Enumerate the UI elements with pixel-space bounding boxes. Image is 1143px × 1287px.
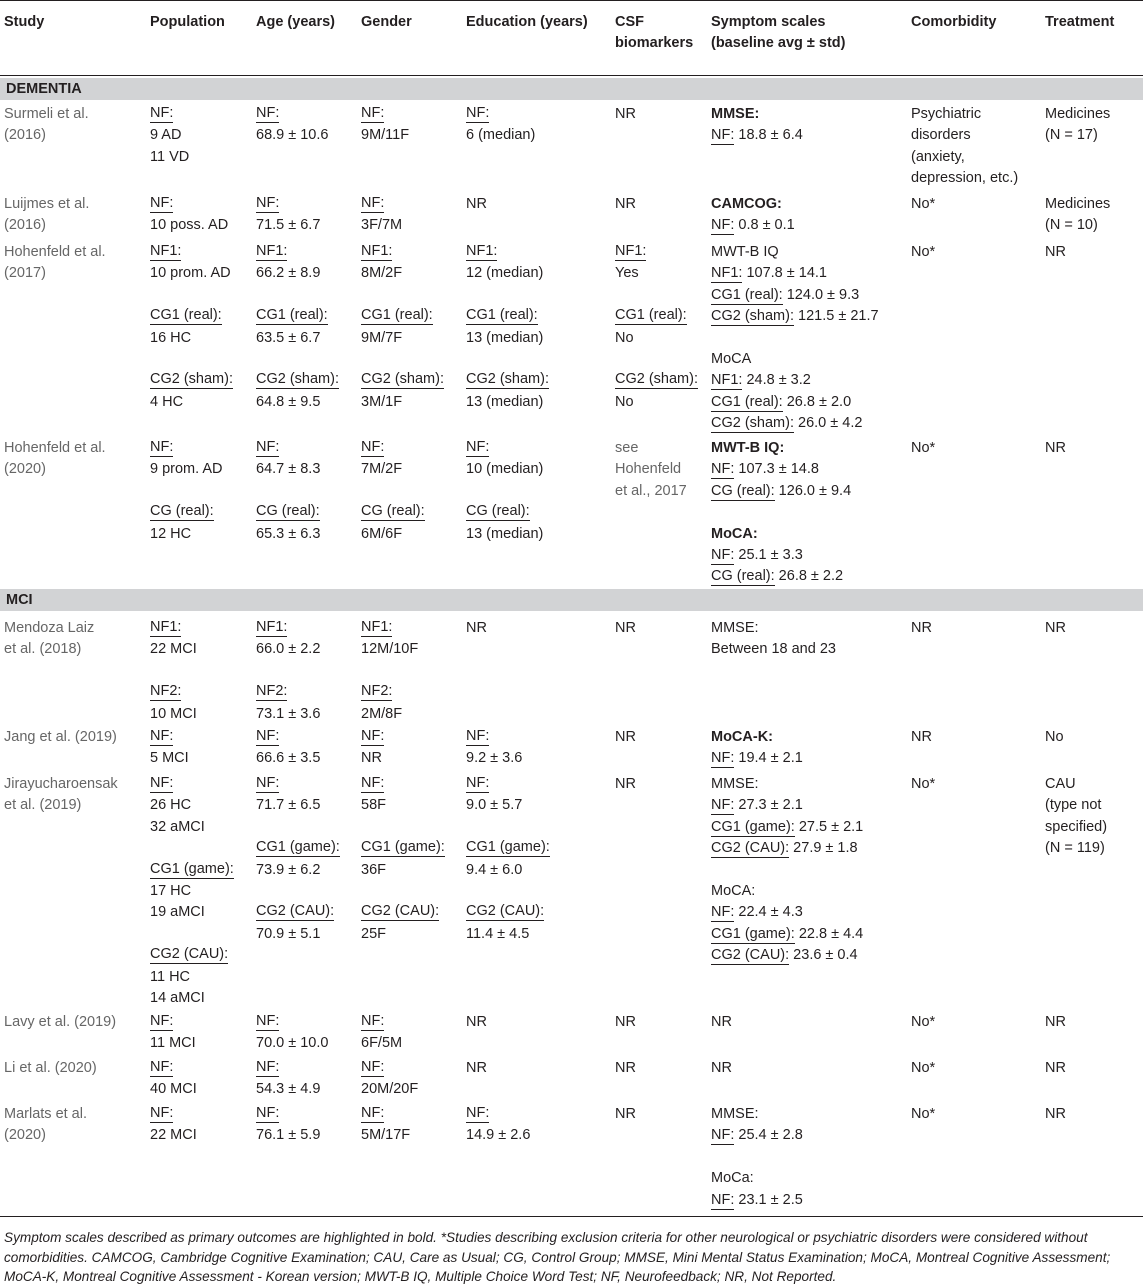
cell-line: No bbox=[1045, 729, 1064, 745]
cell-line: MMSE: bbox=[711, 776, 759, 792]
cell-line: NF: bbox=[150, 728, 174, 744]
cell-line: NF1: bbox=[361, 243, 393, 259]
cell-line: No* bbox=[911, 1060, 936, 1076]
cell-line: Jirayucharoensak bbox=[4, 776, 118, 792]
cell-line: NF: bbox=[256, 195, 280, 211]
cell-line: 63.5 ± 6.7 bbox=[256, 329, 321, 346]
cell-line: CG (real): 126.0 ± 9.4 bbox=[711, 482, 852, 499]
cell-line: NF: bbox=[361, 1013, 385, 1029]
cell-line: NR bbox=[466, 1014, 487, 1030]
cell-line: NR bbox=[711, 1014, 732, 1030]
cell-line: NR bbox=[615, 729, 636, 745]
cell-line: 17 HC bbox=[150, 883, 192, 899]
header-csf: CSF biomarkers bbox=[615, 14, 694, 51]
cell-line: NR bbox=[615, 196, 636, 212]
cell-line: CG2 (CAU): 23.6 ± 0.4 bbox=[711, 947, 858, 964]
cell-line: No bbox=[615, 393, 634, 410]
cell-line: 68.9 ± 10.6 bbox=[256, 127, 329, 144]
cell-line: (2016) bbox=[4, 127, 46, 144]
cell-line: NF1: 107.8 ± 14.1 bbox=[711, 265, 827, 282]
cell-line: Yes bbox=[615, 265, 639, 282]
cell-line: CG2 (CAU): bbox=[466, 903, 545, 920]
cell-line: 14.9 ± 2.6 bbox=[466, 1127, 531, 1144]
cell-line: NF1: bbox=[466, 243, 498, 259]
cell-line: 64.7 ± 8.3 bbox=[256, 461, 321, 478]
cell-line: NF: bbox=[256, 105, 280, 121]
cell-line: NF: bbox=[361, 775, 385, 791]
cell-line: Hohenfeld et al. bbox=[4, 440, 106, 456]
header-age: Age (years) bbox=[256, 14, 335, 30]
cell-line: 9.4 ± 6.0 bbox=[466, 861, 523, 878]
cell-line: NF: bbox=[466, 775, 490, 791]
cell-line: (N = 119) bbox=[1045, 840, 1105, 857]
cell-line: 66.2 ± 8.9 bbox=[256, 265, 321, 282]
cell-line: 73.1 ± 3.6 bbox=[256, 705, 321, 722]
cell-line: NR bbox=[1045, 1106, 1066, 1122]
cell-line: NF: bbox=[150, 195, 174, 211]
cell-line: CG1 (game): bbox=[466, 839, 550, 856]
cell-line: NF: 107.3 ± 14.8 bbox=[711, 461, 819, 478]
cell-line: NR bbox=[466, 1060, 487, 1076]
cell-line: 66.0 ± 2.2 bbox=[256, 641, 321, 658]
cell-line: NR bbox=[1045, 1060, 1066, 1076]
cell-line: No* bbox=[911, 1106, 936, 1122]
cell-line: NF: bbox=[361, 195, 385, 211]
cell-line: 5M/17F bbox=[361, 1127, 411, 1144]
cell-line: CG2 (sham): 121.5 ± 21.7 bbox=[711, 308, 879, 325]
cell-line: Psychiatric bbox=[911, 106, 982, 122]
cell-line: 10 poss. AD bbox=[150, 217, 229, 234]
cell-line: NF: 0.8 ± 0.1 bbox=[711, 217, 795, 234]
cell-line: NR bbox=[615, 106, 636, 122]
header-education: Education (years) bbox=[466, 14, 588, 30]
cell-line: MWT-B IQ: bbox=[711, 440, 785, 456]
cell-line: 3M/1F bbox=[361, 393, 403, 410]
cell-line: 6M/6F bbox=[361, 525, 403, 542]
cell-line: CG (real): bbox=[466, 503, 530, 520]
cell-line: NF: bbox=[256, 1059, 280, 1075]
cell-line: MWT-B IQ bbox=[711, 244, 779, 260]
cell-line: 10 MCI bbox=[150, 705, 197, 722]
cell-line: 73.9 ± 6.2 bbox=[256, 861, 321, 878]
cell-line: NR bbox=[615, 776, 636, 792]
cell-line: 25F bbox=[361, 925, 386, 942]
cell-line: CG1 (game): bbox=[256, 839, 340, 856]
cell-line: NR bbox=[711, 1060, 732, 1076]
cell-line: et al., 2017 bbox=[615, 482, 687, 499]
cell-line: NF: bbox=[361, 728, 385, 744]
cell-line: CG2 (sham): bbox=[150, 371, 233, 388]
section-band-mci bbox=[0, 589, 1143, 611]
cell-line: NR bbox=[615, 1060, 636, 1076]
cell-line: 76.1 ± 5.9 bbox=[256, 1127, 321, 1144]
section-band-dementia bbox=[0, 78, 1143, 100]
cell-line: Hohenfeld et al. bbox=[4, 244, 106, 260]
cell-line: (2020) bbox=[4, 1127, 46, 1144]
cell-line: et al. (2018) bbox=[4, 641, 82, 658]
cell-line: NF: bbox=[150, 439, 174, 455]
cell-line: NF: 25.1 ± 3.3 bbox=[711, 547, 803, 563]
cell-line: Marlats et al. bbox=[4, 1106, 87, 1122]
cell-line: 6F/5M bbox=[361, 1035, 403, 1052]
cell-line: 12 (median) bbox=[466, 265, 544, 282]
cell-line: 8M/2F bbox=[361, 265, 403, 282]
cell-line: CG2 (sham): 26.0 ± 4.2 bbox=[711, 415, 863, 432]
cell-line: 11 MCI bbox=[150, 1035, 196, 1052]
cell-line: NR bbox=[911, 620, 932, 636]
cell-line: 26 HC bbox=[150, 797, 192, 814]
cell-line: CG2 (CAU): 27.9 ± 1.8 bbox=[711, 840, 858, 857]
cell-line: NF: bbox=[150, 1059, 174, 1075]
cell-line: NR bbox=[1045, 244, 1066, 260]
cell-line: NF: bbox=[150, 1013, 174, 1029]
cell-line: NR bbox=[466, 196, 487, 212]
header-rule bbox=[0, 75, 1143, 76]
cell-line: CG1 (game): bbox=[150, 860, 234, 877]
cell-line: 58F bbox=[361, 797, 386, 814]
cell-line: Li et al. (2020) bbox=[4, 1060, 97, 1076]
cell-line: 11 HC bbox=[150, 968, 191, 985]
cell-line: NF: 19.4 ± 2.1 bbox=[711, 750, 803, 767]
header-comorbidity: Comorbidity bbox=[911, 14, 997, 30]
cell-line: 9.0 ± 5.7 bbox=[466, 797, 523, 814]
cell-line: NF: 18.8 ± 6.4 bbox=[711, 127, 803, 144]
cell-line: 4 HC bbox=[150, 393, 184, 410]
cell-line: (anxiety, bbox=[911, 148, 965, 165]
cell-line: depression, etc.) bbox=[911, 170, 1019, 187]
cell-line: (N = 10) bbox=[1045, 217, 1098, 234]
cell-line: NF: 25.4 ± 2.8 bbox=[711, 1127, 803, 1144]
cell-line: NR bbox=[615, 620, 636, 636]
cell-line: 11 VD bbox=[150, 148, 190, 165]
cell-line: 9.2 ± 3.6 bbox=[466, 750, 523, 767]
cell-line: 70.0 ± 10.0 bbox=[256, 1035, 329, 1052]
header-study: Study bbox=[4, 14, 45, 30]
cell-line: NR bbox=[911, 729, 932, 745]
cell-line: NF: bbox=[150, 775, 174, 791]
cell-line: 9 AD bbox=[150, 127, 182, 144]
cell-line: CG1 (game): bbox=[361, 839, 445, 856]
cell-line: (2017) bbox=[4, 265, 46, 282]
cell-line: 71.5 ± 6.7 bbox=[256, 217, 321, 234]
cell-line: CG1 (real): bbox=[361, 307, 433, 324]
cell-line: (N = 17) bbox=[1045, 127, 1098, 144]
cell-line: et al. (2019) bbox=[4, 797, 82, 814]
cell-line: NF: bbox=[361, 439, 385, 455]
cell-line: (2016) bbox=[4, 217, 46, 234]
cell-line: NF: bbox=[256, 728, 280, 744]
cell-line: Lavy et al. (2019) bbox=[4, 1014, 117, 1030]
section-label: DEMENTIA bbox=[6, 81, 82, 97]
cell-line: NF: 22.4 ± 4.3 bbox=[711, 904, 803, 921]
cell-line: NF1: bbox=[150, 243, 182, 259]
cell-line: Between 18 and 23 bbox=[711, 641, 836, 658]
cell-line: Surmeli et al. bbox=[4, 106, 89, 122]
cell-line: NR bbox=[361, 750, 382, 767]
cell-line: CG1 (real): bbox=[466, 307, 538, 324]
cell-line: Mendoza Laiz bbox=[4, 620, 95, 636]
cell-line: 13 (median) bbox=[466, 393, 544, 410]
cell-line: No* bbox=[911, 244, 936, 260]
cell-line: 64.8 ± 9.5 bbox=[256, 393, 321, 410]
cell-line: NF: bbox=[256, 1105, 280, 1121]
cell-line: NF: bbox=[466, 1105, 490, 1121]
cell-line: NF: bbox=[361, 1105, 385, 1121]
cell-line: NF: bbox=[466, 439, 490, 455]
cell-line: 9 prom. AD bbox=[150, 461, 223, 478]
cell-line: CG (real): bbox=[150, 503, 214, 520]
cell-line: NF: bbox=[256, 1013, 280, 1029]
cell-line: NF1: bbox=[256, 243, 288, 259]
cell-line: 22 MCI bbox=[150, 1127, 197, 1144]
header-treatment: Treatment bbox=[1045, 14, 1115, 30]
cell-line: Jang et al. (2019) bbox=[4, 729, 117, 745]
cell-line: MMSE: bbox=[711, 1106, 759, 1122]
cell-line: 54.3 ± 4.9 bbox=[256, 1081, 321, 1098]
cell-line: NF: bbox=[361, 1059, 385, 1075]
cell-line: 10 prom. AD bbox=[150, 265, 231, 282]
cell-line: CG (real): bbox=[256, 503, 320, 520]
cell-line: 13 (median) bbox=[466, 525, 544, 542]
cell-line: NF: bbox=[361, 105, 385, 121]
footnote: Symptom scales described as primary outcomes are highlighted in bold. *Studies describing exclusion criteria for other neurological or psychiatric disorders were considered without comorbidities. CAMCOG, Cambridge Cognitive Examination; CAU, Care as Usual; CG, Control Group; MMSE, Mini Mental Status Examination; MoCA, Montreal Cognitive Assessment; MoCA-K, Montreal Cognitive Assessment - Korean version; MWT-B IQ, Multiple Choice Word Test; NF, Neurofeedback; NR, Not Reported. bbox=[4, 1230, 1111, 1285]
cell-line: MoCA bbox=[711, 351, 752, 367]
cell-line: 7M/2F bbox=[361, 461, 403, 478]
cell-line: 19 aMCI bbox=[150, 904, 205, 921]
cell-line: 5 MCI bbox=[150, 750, 189, 767]
cell-line: MoCA: bbox=[711, 525, 758, 542]
cell-line: CG2 (sham): bbox=[361, 371, 444, 388]
cell-line: No* bbox=[911, 196, 936, 212]
cell-line: 9M/7F bbox=[361, 329, 403, 346]
cell-line: NF: bbox=[150, 105, 174, 121]
cell-line: CG1 (real): bbox=[150, 307, 222, 324]
cell-line: NR bbox=[466, 620, 487, 636]
bottom-rule bbox=[0, 1216, 1143, 1217]
cell-line: CAMCOG: bbox=[711, 196, 782, 212]
cell-line: CG2 (CAU): bbox=[256, 903, 335, 920]
cell-line: 22 MCI bbox=[150, 641, 197, 658]
cell-line: MMSE: bbox=[711, 620, 759, 636]
cell-line: CG2 (CAU): bbox=[361, 903, 440, 920]
cell-line: No* bbox=[911, 776, 936, 792]
cell-line: Medicines bbox=[1045, 106, 1111, 122]
cell-line: 14 aMCI bbox=[150, 990, 205, 1006]
cell-line: CAU bbox=[1045, 776, 1076, 792]
cell-line: NF: bbox=[256, 775, 280, 791]
cell-line: 20M/20F bbox=[361, 1081, 419, 1098]
cell-line: NF1: bbox=[150, 619, 182, 635]
cell-line: NF: 23.1 ± 2.5 bbox=[711, 1191, 803, 1208]
cell-line: NF1: bbox=[256, 619, 288, 635]
cell-line: 32 aMCI bbox=[150, 818, 205, 835]
cell-line: NF: bbox=[466, 728, 490, 744]
header-gender: Gender bbox=[361, 14, 412, 30]
cell-line: NR bbox=[615, 1014, 636, 1030]
top-rule bbox=[0, 0, 1143, 1]
section-label: MCI bbox=[6, 592, 33, 608]
cell-line: CG2 (sham): bbox=[466, 371, 549, 388]
cell-line: CG1 (real): bbox=[256, 307, 328, 324]
header-population: Population bbox=[150, 14, 225, 30]
cell-line: CG1 (real): bbox=[615, 307, 687, 324]
cell-line: MoCA-K: bbox=[711, 729, 774, 745]
cell-line: Hohenfeld bbox=[615, 461, 682, 478]
cell-line: No bbox=[615, 329, 634, 346]
cell-line: NF1: bbox=[361, 619, 393, 635]
cell-line: 40 MCI bbox=[150, 1081, 197, 1098]
cell-line: disorders bbox=[911, 127, 971, 144]
cell-line: NF2: bbox=[256, 683, 288, 700]
cell-line: CG2 (sham): bbox=[615, 371, 698, 388]
cell-line: NF: bbox=[256, 439, 280, 455]
cell-line: NR bbox=[1045, 620, 1066, 636]
header-symptoms: Symptom scales (baseline avg ± std) bbox=[711, 14, 846, 51]
cell-line: No* bbox=[911, 1014, 936, 1030]
cell-line: Luijmes et al. bbox=[4, 196, 90, 212]
cell-line: NR bbox=[1045, 1014, 1066, 1030]
cell-line: MoCA: bbox=[711, 883, 756, 899]
cell-line: NF: bbox=[466, 105, 490, 121]
cell-line: see bbox=[615, 440, 639, 456]
cell-line: NF2: bbox=[361, 683, 393, 700]
cell-line: 11.4 ± 4.5 bbox=[466, 925, 530, 942]
cell-line: 65.3 ± 6.3 bbox=[256, 525, 321, 542]
cell-line: (2020) bbox=[4, 461, 46, 478]
cell-line: CG (real): 26.8 ± 2.2 bbox=[711, 568, 844, 585]
cell-line: NR bbox=[1045, 440, 1066, 456]
cell-line: CG (real): bbox=[361, 503, 425, 520]
cell-line: NF2: bbox=[150, 683, 182, 700]
cell-line: NF: bbox=[150, 1105, 174, 1121]
cell-line: 12 HC bbox=[150, 525, 192, 542]
cell-line: (type not bbox=[1045, 797, 1102, 814]
cell-line: 71.7 ± 6.5 bbox=[256, 797, 321, 814]
cell-line: CG1 (game): 22.8 ± 4.4 bbox=[711, 925, 864, 942]
cell-line: 70.9 ± 5.1 bbox=[256, 925, 321, 942]
cell-line: 10 (median) bbox=[466, 461, 544, 478]
cell-line: 16 HC bbox=[150, 329, 192, 346]
cell-line: MoCa: bbox=[711, 1170, 754, 1187]
cell-line: NF1: 24.8 ± 3.2 bbox=[711, 372, 811, 389]
cell-line: NF: 27.3 ± 2.1 bbox=[711, 797, 803, 814]
cell-line: No* bbox=[911, 440, 936, 456]
cell-line: CG1 (game): 27.5 ± 2.1 bbox=[711, 818, 864, 835]
cell-line: 2M/8F bbox=[361, 705, 403, 722]
cell-line: 12M/10F bbox=[361, 641, 419, 658]
cell-line: CG2 (CAU): bbox=[150, 946, 229, 963]
cell-line: 36F bbox=[361, 861, 386, 878]
cell-line: NR bbox=[615, 1106, 636, 1122]
cell-line: CG2 (sham): bbox=[256, 371, 339, 388]
cell-line: 3F/7M bbox=[361, 217, 403, 234]
cell-line: 6 (median) bbox=[466, 127, 536, 144]
cell-line: CG1 (real): 124.0 ± 9.3 bbox=[711, 286, 860, 303]
cell-line: 66.6 ± 3.5 bbox=[256, 750, 321, 767]
cell-line: NF1: bbox=[615, 243, 647, 259]
cell-line: 13 (median) bbox=[466, 329, 544, 346]
cell-line: Medicines bbox=[1045, 196, 1111, 212]
cell-line: 9M/11F bbox=[361, 127, 410, 144]
cell-line: specified) bbox=[1045, 818, 1108, 835]
cell-line: CG1 (real): 26.8 ± 2.0 bbox=[711, 393, 852, 410]
cell-line: MMSE: bbox=[711, 106, 760, 122]
